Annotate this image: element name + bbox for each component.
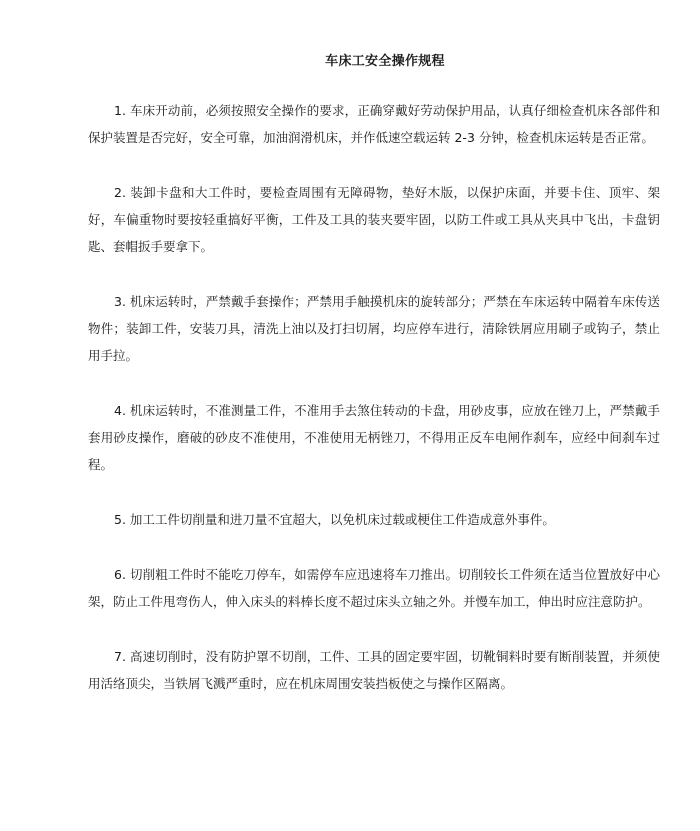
rule-paragraph-5: 5. 加工工件切削量和进刀量不宜超大，以免机床过载或梗住工件造成意外事件。 bbox=[114, 512, 555, 527]
rule-paragraph-7: 7. 高速切削时，没有防护罩不切削，工件、工具的固定要牢固，切靴铜料时要有断削装置，并须使用活络顶尖，当铁屑飞溅严重时，应在机床周围安装挡板使之与操作区隔离。 bbox=[88, 649, 660, 691]
rule-paragraph-1: 1. 车床开动前，必须按照安全操作的要求，正确穿戴好劳动保护用品，认真仔细检查机床各部件和保护装置是否完好，安全可靠，加油润滑机床，并作低速空载运转 2-3 分钟，检查机床运转是否正常。 bbox=[88, 103, 660, 145]
document-title: 车床工安全操作规程 bbox=[325, 54, 445, 69]
rule-paragraph-6: 6. 切削粗工件时不能吃刀停车，如需停车应迅速将车刀推出。切削较长工件须在适当位置放好中心架，防止工件甩弯伤人，伸入床头的料棒长度不超过床头立轴之外。并慢车加工，伸出时应注意防护。 bbox=[88, 567, 660, 609]
rule-paragraph-3: 3. 机床运转时，严禁戴手套操作；严禁用手触摸机床的旋转部分；严禁在车床运转中隔着车床传送物件；装卸工件，安装刀具，清洗上油以及打扫切屑，均应停车进行，清除铁屑应用刷子或钩子，禁止用手拉。 bbox=[88, 294, 660, 363]
rule-paragraph-2: 2. 装卸卡盘和大工件时，要检查周围有无障碍物，垫好木版，以保护床面，并要卡住、顶牢、架好，车偏重物时要按轻重搞好平衡，工件及工具的装夹要牢固，以防工件或工具从夹具中飞出，卡盘钥匙、套帽扳手要拿下。 bbox=[88, 185, 660, 254]
rule-paragraph-4: 4. 机床运转时，不准测量工件，不准用手去煞住转动的卡盘，用砂皮事，应放在锉刀上，严禁戴手套用砂皮操作，磨破的砂皮不准使用，不准使用无柄锉刀，不得用正反车电闸作刹车，应经中间刹车过程。 bbox=[88, 403, 660, 472]
document-body bbox=[88, 97, 660, 725]
